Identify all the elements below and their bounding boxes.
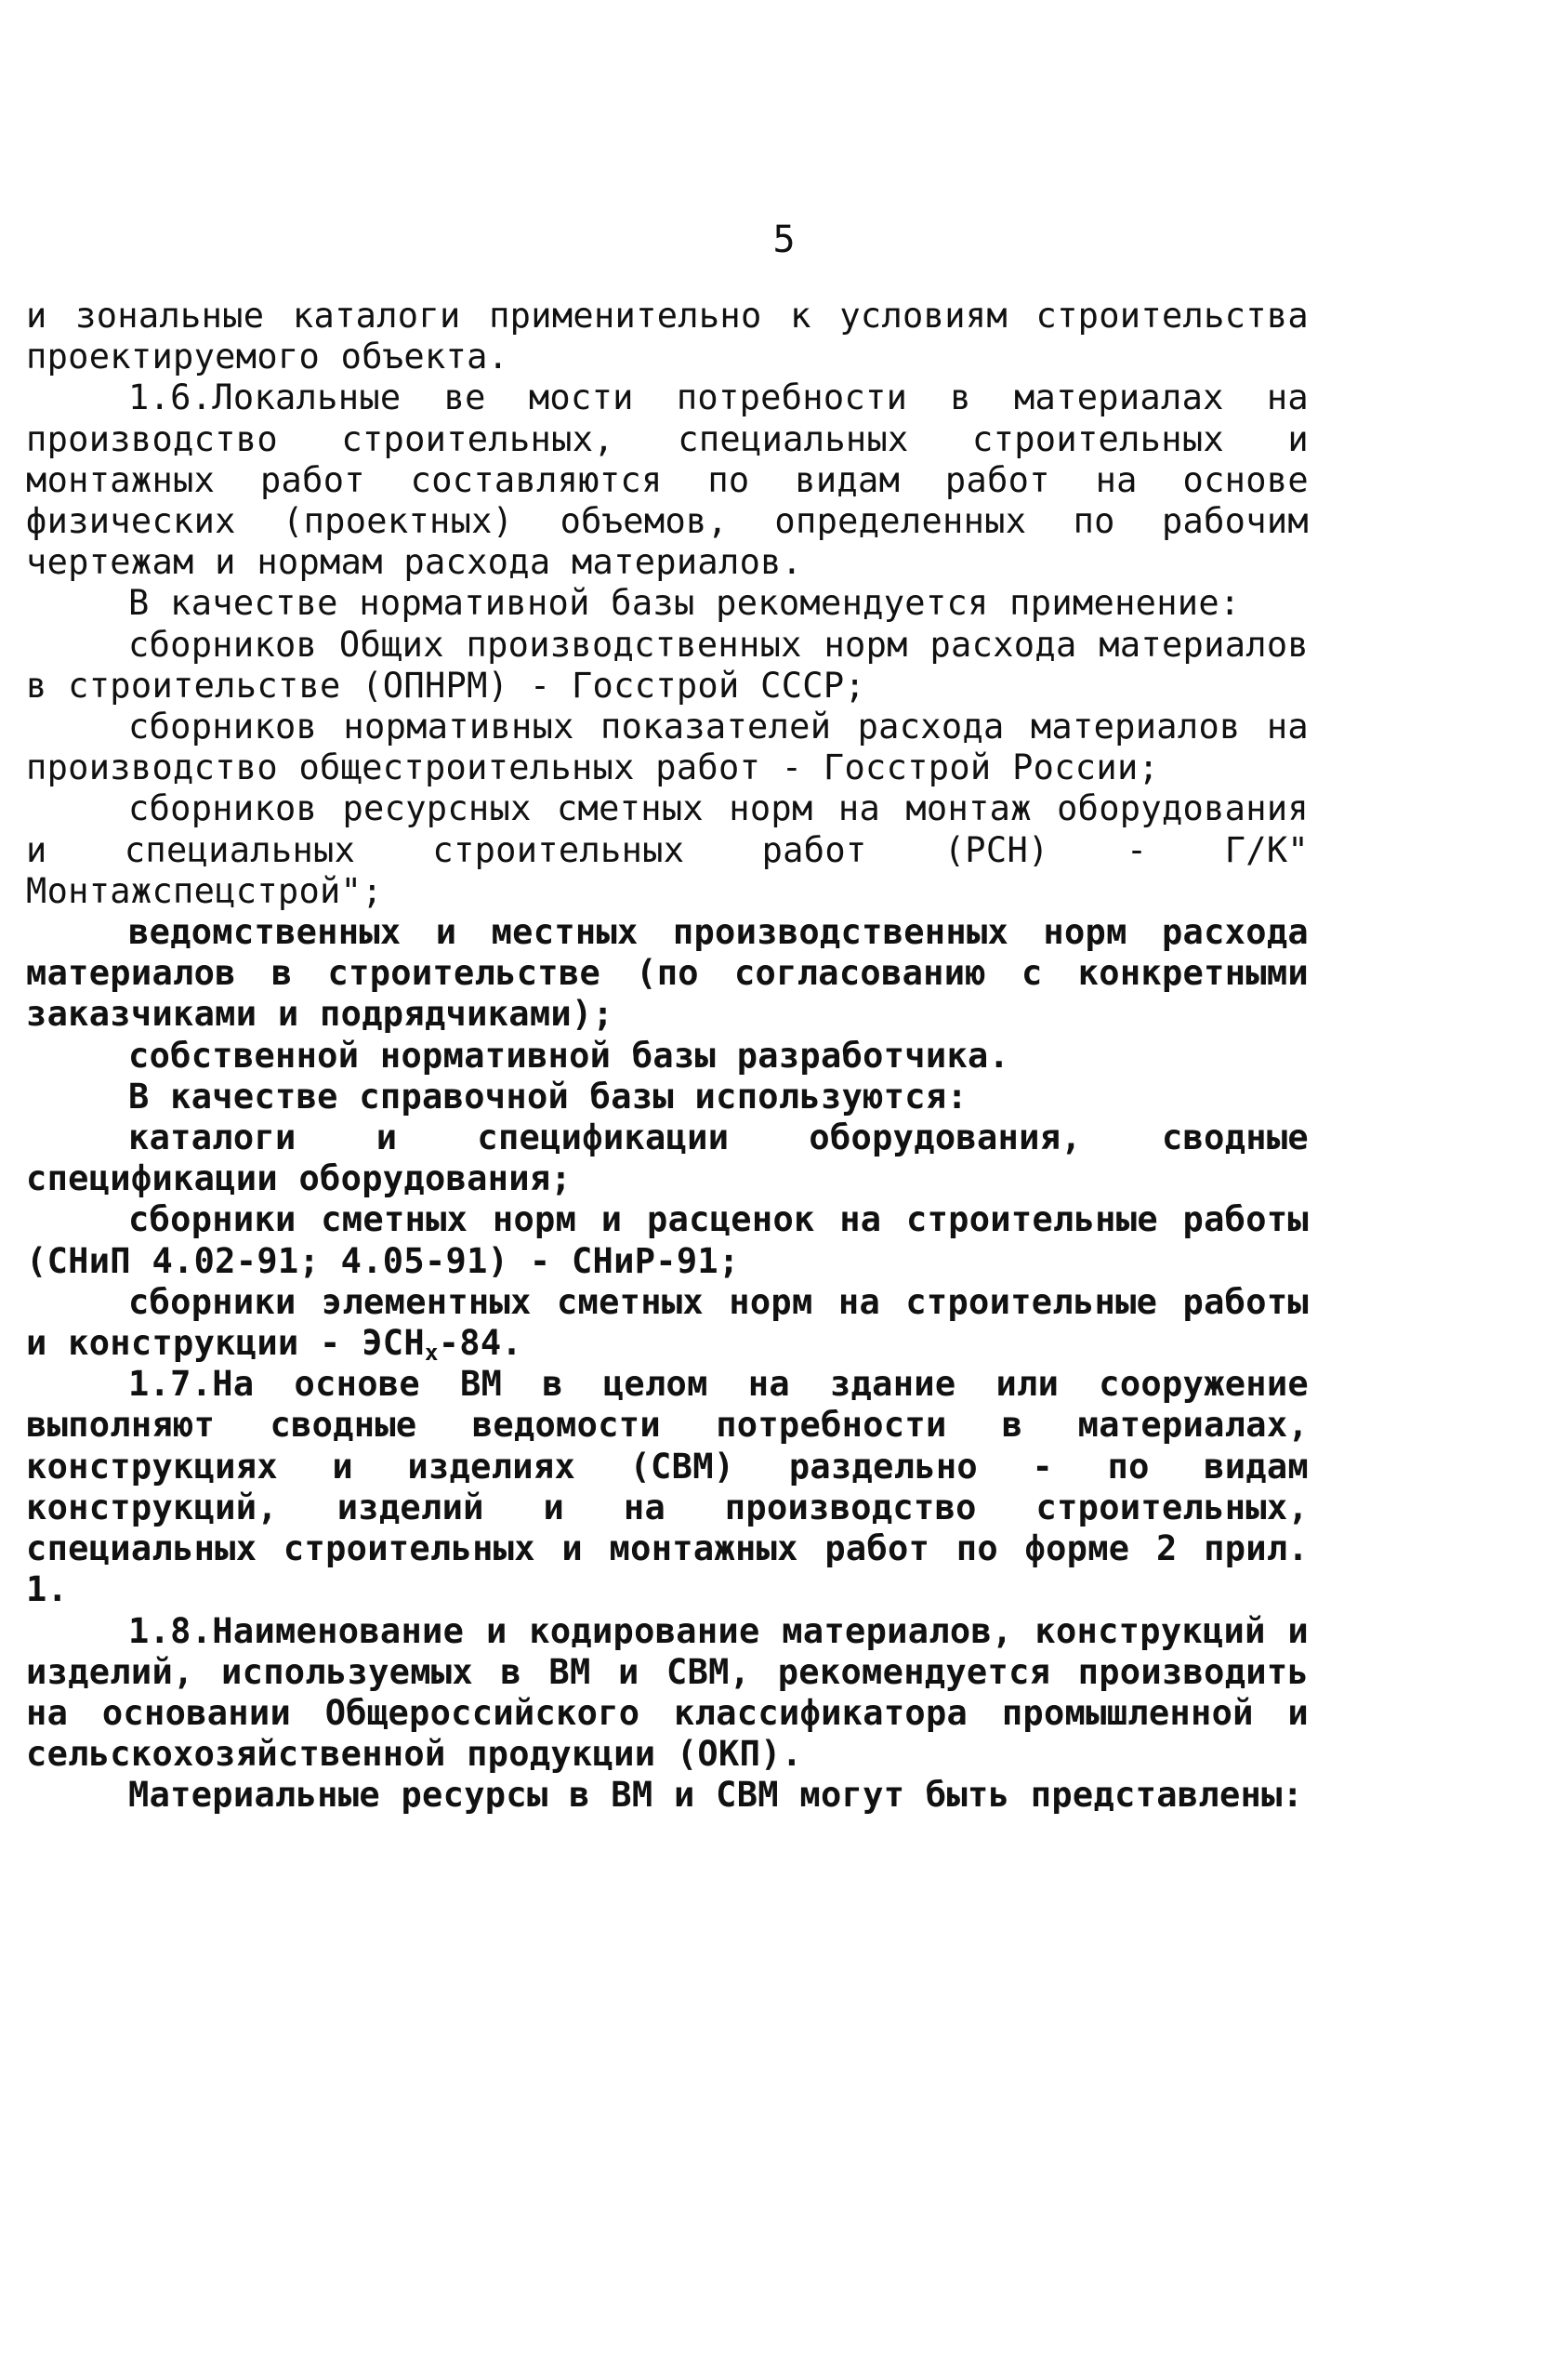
- paragraph-material-resources: Материальные ресурсы в ВМ и СВМ могут быть представлены:: [128, 1775, 1304, 1816]
- document-body: [26, 296, 1309, 1817]
- list-item-rsn: сборников ресурсных сметных норм на монтаж оборудования и специальных строительных работ (РСН) - Г/К" Монтажспецстрой";: [26, 788, 1309, 911]
- paragraph-catalogs-continued: и зональные каталоги применительно к условиям строительства проектируемого объекта.: [26, 296, 1309, 377]
- list-item-esn: [26, 1281, 1309, 1367]
- list-item-developer-base: собственной нормативной базы разработчика.: [128, 1035, 1010, 1076]
- list-item-normative-indicators: сборников нормативных показателей расхода материалов на производство общестроительных работ - Госстрой России;: [26, 707, 1309, 788]
- list-item-snip: сборники сметных норм и расценок на строительные работы (СНиП 4.02-91; 4.05-91) - СНиР-91;: [26, 1199, 1309, 1281]
- list-item-equipment-catalogs: каталоги и спецификации оборудования, сводные спецификации оборудования;: [26, 1117, 1309, 1199]
- esn-text: сборники элементных сметных норм на строительные работы и конструкции - ЭСН: [26, 1281, 1309, 1364]
- list-item-departmental-norms: ведомственных и местных производственных норм расхода материалов в строительстве (по согласованию с конкретными заказчиками и подрядчиками);: [26, 912, 1309, 1035]
- esn-year: -84.: [438, 1323, 523, 1364]
- list-item-opnrm: сборников Общих производственных норм расхода материалов в строительстве (ОПНРМ) - Госстрой СССР;: [26, 624, 1309, 706]
- paragraph-1-8-naming-coding: 1.8.Наименование и кодирование материалов, конструкций и изделий, используемых в ВМ и СВМ, рекомендуется производить на основании Общероссийского классификатора промышленной и сельскохозяйственной продукции (ОКП).: [26, 1610, 1309, 1775]
- paragraph-1-6-local-statements: 1.6.Локальные ве мости потребности в материалах на производство строительных, специальных строительных и монтажных работ составляются по видам работ на основе физических (проектных) объемов, определенных по рабочим чертежам и нормам расхода материалов.: [26, 377, 1309, 583]
- page-number: 5: [772, 218, 796, 261]
- paragraph-normative-base-intro: В качестве нормативной базы рекомендуется применение:: [128, 583, 1241, 624]
- esn-subscript: х: [424, 1340, 439, 1367]
- paragraph-1-7-summary-statements: 1.7.На основе ВМ в целом на здание или сооружение выполняют сводные ведомости потребности в материалах, конструкциях и изделиях (СВМ) раздельно - по видам конструкций, изделий и на производство строительных, специальных строительных и монтажных работ по форме 2 прил. 1.: [26, 1364, 1309, 1610]
- paragraph-reference-base-intro: В качестве справочной базы используются:: [128, 1076, 968, 1117]
